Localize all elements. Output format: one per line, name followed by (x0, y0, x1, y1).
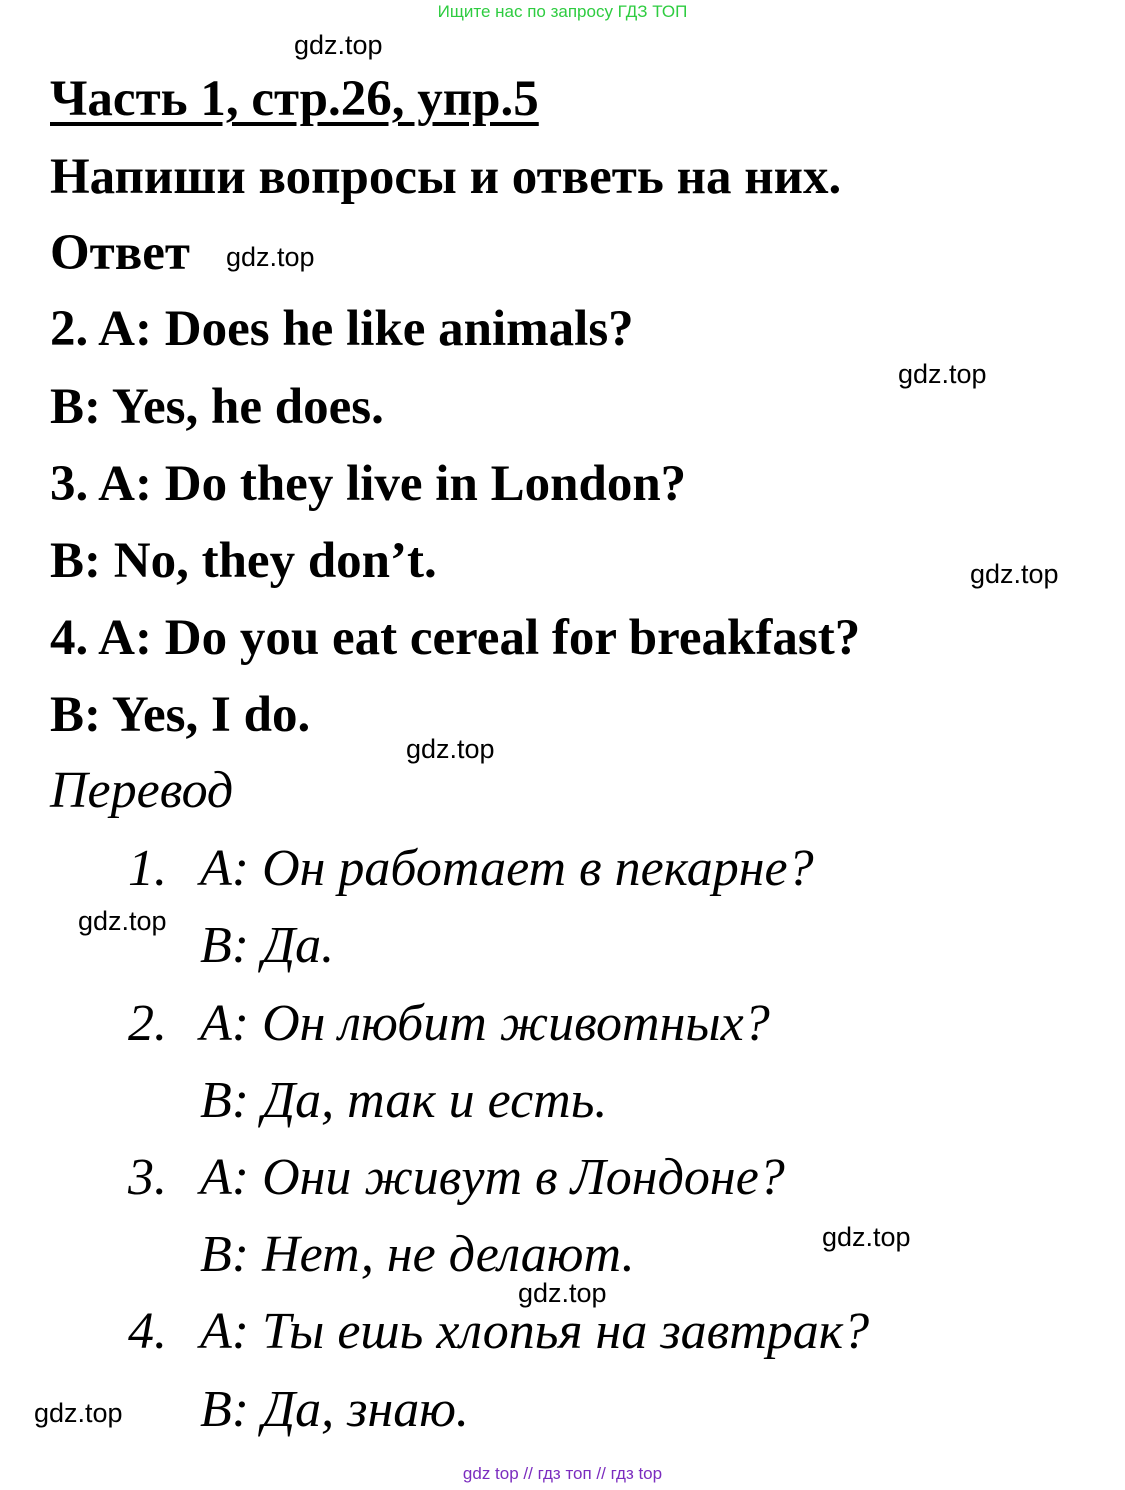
footer-watermark: gdz top // гдз топ // гдз top (462, 1464, 663, 1483)
translation-reply: B: Да. (200, 917, 335, 974)
answer-line: B: Yes, I do. (50, 687, 311, 743)
watermark: gdz.top (898, 359, 987, 389)
translation-question: A: Он любит животных? (200, 995, 770, 1052)
search-banner: Ищите нас по запросу ГДЗ ТОП (437, 2, 688, 21)
watermark: gdz.top (34, 1398, 123, 1428)
watermark: gdz.top (822, 1222, 911, 1252)
translation-number: 3. (128, 1149, 167, 1206)
watermark: gdz.top (294, 30, 383, 60)
answer-line: B: No, they don’t. (50, 533, 437, 589)
watermark: gdz.top (518, 1278, 607, 1308)
translation-number: 2. (128, 995, 167, 1052)
task-text: Напиши вопросы и ответь на них. (50, 149, 842, 205)
translation-reply: B: Да, знаю. (200, 1381, 469, 1438)
answer-line: 3. A: Do they live in London? (50, 456, 687, 512)
watermark: gdz.top (970, 559, 1059, 589)
translation-reply: B: Нет, не делают. (200, 1226, 635, 1283)
answer-line: B: Yes, he does. (50, 379, 384, 435)
answer-heading: Ответ (50, 225, 190, 281)
translation-heading: Перевод (50, 762, 234, 819)
translation-number: 4. (128, 1303, 167, 1360)
translation-question: A: Они живут в Лондоне? (200, 1149, 785, 1206)
watermark: gdz.top (226, 242, 315, 272)
watermark: gdz.top (406, 734, 495, 764)
page-title: Часть 1, стр.26, упр.5 (50, 71, 539, 127)
translation-question: A: Он работает в пекарне? (200, 840, 814, 897)
answer-line: 2. A: Does he like animals? (50, 301, 634, 357)
translation-question: A: Ты ешь хлопья на завтрак? (200, 1303, 870, 1360)
translation-number: 1. (128, 840, 167, 897)
answer-line: 4. A: Do you eat cereal for breakfast? (50, 610, 861, 666)
watermark: gdz.top (78, 906, 167, 936)
translation-reply: B: Да, так и есть. (200, 1072, 608, 1129)
